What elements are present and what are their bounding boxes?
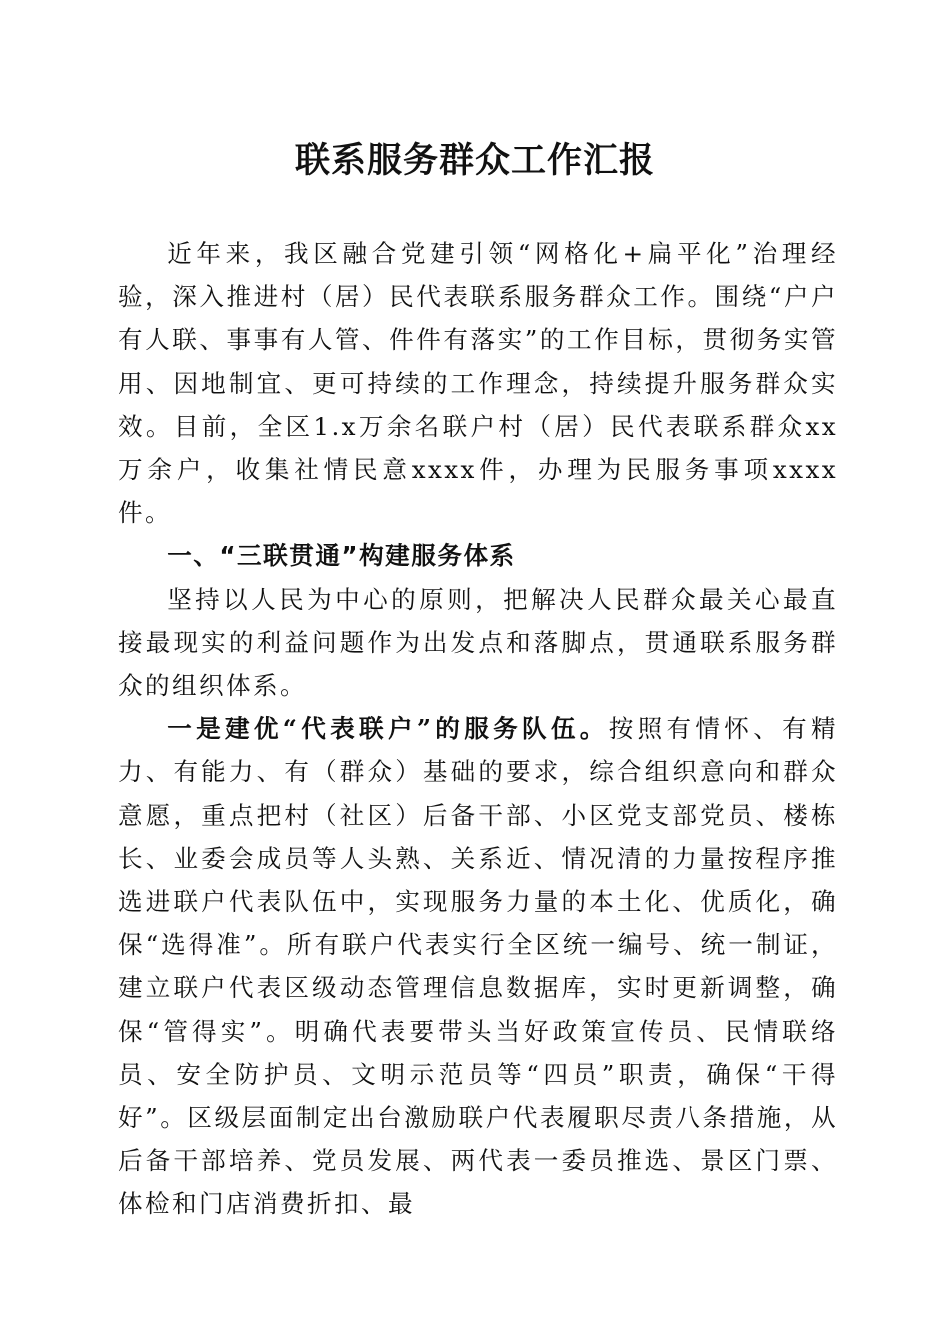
intro-paragraph: 近年来，我区融合党建引领“网格化+扁平化”治理经验，深入推进村（居）民代表联系服务群众工作。围绕“户户有人联、事事有人管、件件有落实”的工作目标，贯彻务实管用、因地制宜、更可持续的工作理念，持续提升服务群众实效。目前，全区1.x万余名联户村（居）民代表联系群众xx万余户，收集社情民意xxxx件，办理为民服务事项xxxx件。 — [118, 239, 838, 528]
document-body — [118, 232, 838, 1226]
point-paragraph — [118, 707, 838, 1225]
document-title: 联系服务群众工作汇报 — [294, 140, 655, 181]
point-body: 按照有情怀、有精力、有能力、有（群众）基础的要求，综合组织意向和群众意愿，重点把村（社区）后备干部、小区党支部党员、楼栋长、业委会成员等人头熟、关系近、情况清的力量按程序推选进联户代表队伍中，实现服务力量的本土化、优质化，确保“选得准”。所有联户代表实行全区统一编号、统一制证，建立联户代表区级动态管理信息数据库，实时更新调整，确保“管得实”。明确代表要带头当好政策宣传员、民情联络员、安全防护员、文明示范员等“四员”职责，确保“干得好”。区级层面制定出台激励联户代表履职尽责八条措施，从后备干部培养、党员发展、两代表一委员推选、景区门票、体检和门店消费折扣、最 — [118, 714, 838, 1219]
section-heading: 一、“三联贯通”构建服务体系 — [167, 541, 516, 571]
point-lead: 一是建优“代表联户”的服务队伍。 — [167, 714, 609, 744]
section-intro-paragraph: 坚持以人民为中心的原则，把解决人民群众最关心最直接最现实的利益问题作为出发点和落脚点，贯通联系服务群众的组织体系。 — [118, 584, 838, 701]
